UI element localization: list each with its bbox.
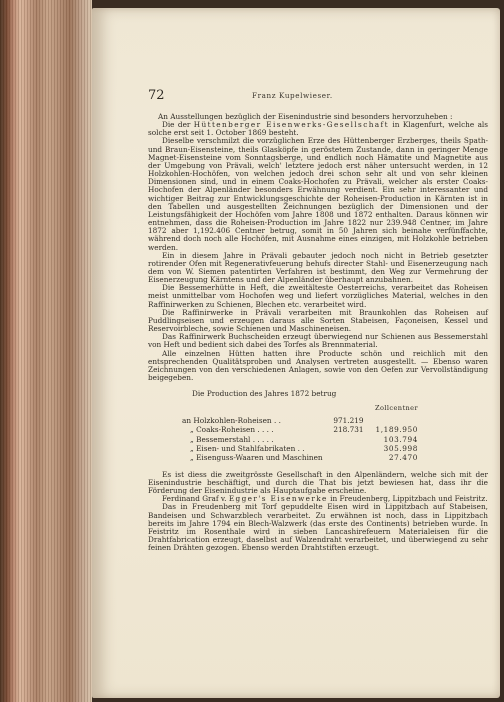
row-total: 27.470 bbox=[388, 453, 418, 463]
paragraph: An Ausstellungen bezüglich der Eisenindustrie sind besonders hervorzuheben : bbox=[158, 112, 453, 121]
paragraph bbox=[148, 121, 488, 137]
book-page bbox=[92, 8, 500, 698]
company-name: Hüttenberger Eisenwerks-Gesellschaft bbox=[193, 120, 389, 130]
paragraph: Dieselbe verschmilzt die vorzüglichen Erze des Hüttenberger Erzberges, theils Spath- und Braun-Eisensteine, theils Glasköpfe in geröstetem Zustande, dann in geringer Menge Magnet-Eisensteine vom Sonntagsberge, und endlich noch Hämatite und Magnetite aus der Umgebung von Prävali, welch' letztere jedoch erst näher untersucht werden, in 12 Holzkohlen-Hochöfen, von welchen jedoch drei schon sehr alt und von sehr kleinen Dimensionen sind, und in einem Coaks-Hochofen zu Prävali, welcher als erster Coaks-Hochofen der Alpenländer besonders Erwähnung verdient. Ein sehr interessanter und wichtiger Beitrag zur Entwicklungsgeschichte der Roheisen-Production in Kärnten ist in den Tabellen und ausgestellten Zeichnungen bezüglich der Dimensionen und der Leistungsfähigkeit der Hochöfen vom Jahre 1808 und 1872 enthalten. Daraus können wir entnehmen, dass die Roheisen-Production im Jahre 1822 nur 239.948 Centner, im Jahre 1872 aber 1,192.406 Centner betrug, somit in 50 Jahren sich beinahe verfünffachte, während doch noch alle Hochöfen, mit Ausnahme eines einzigen, mit Holzkohle betrieben werden. bbox=[148, 136, 488, 252]
text-run: Ferdinand Graf v. bbox=[162, 494, 227, 504]
row-label: „ Eisen- und Stahlfabrikaten . . bbox=[190, 443, 305, 453]
table-intro: Die Production des Jahres 1872 betrug bbox=[192, 389, 337, 399]
row-value bbox=[323, 435, 364, 444]
paragraph: Das Raffinirwerk Buchscheiden erzeugt überwiegend nur Schienen aus Bessemerstahl von Heft und bedient sich dabei des Torfes als Brennmaterial. bbox=[148, 332, 488, 350]
paragraph: Das in Freudenberg mit Torf gepuddelte Eisen wird in Lippitzbach auf Stabeisen, Bandeisen und Schwarzblech verarbeitet. Zu erwähnen ist noch, dass in Lippitzbach bereits im Jahre 1794 ein Blech-Walzwerk (das erste des Continents) betrieben wurde. In Feistritz im Rosenthale wird in sieben Lancashirefeuern Materialeisen für die Drahtfabrication erzeugt, daselbst auf Walzendraht verarbeitet, und überwiegend zu sehr feinen Drähten gezogen. Ebenso werden Drahtstiften erzeugt. bbox=[148, 502, 488, 553]
table-row bbox=[182, 416, 418, 425]
text-run: in Freudenberg, Lippitzbach und Feistritz. bbox=[330, 494, 488, 504]
row-label: an Holzkohlen-Roheisen . . bbox=[182, 415, 281, 425]
running-head-title: Franz Kupelwieser. bbox=[252, 91, 333, 100]
production-table bbox=[182, 404, 418, 462]
table-row bbox=[182, 435, 418, 444]
row-value: 971.219 bbox=[333, 415, 364, 425]
row-value bbox=[323, 453, 364, 462]
paragraph: Die Raffinirwerke in Prävali verarbeiten mit Braunkohlen das Roheisen auf Puddlingseisen und erzeugen daraus alle Sorten Stabeisen, Façoneisen, Kessel und Reservoirbleche, sowie Schienen und Maschineneisen. bbox=[148, 307, 488, 334]
text-run: in Klagenfurt, welche als solche erst seit 1. October 1869 besteht. bbox=[148, 120, 488, 138]
table-row bbox=[182, 444, 418, 453]
row-total: 1,189.950 bbox=[375, 425, 418, 435]
row-value bbox=[323, 444, 364, 453]
row-total bbox=[364, 416, 418, 425]
table-header-row bbox=[182, 404, 418, 415]
row-total: 305.998 bbox=[383, 443, 418, 453]
paragraph: Es ist diess die zweitgrösste Gesellschaft in den Alpenländern, welche sich mit der Eisenindustrie beschäftigt, und durch die That bis jetzt bewiesen hat, dass ihr die Förderung der Eisenindustrie als Hauptaufgabe erscheine. bbox=[148, 469, 488, 496]
paragraph: Die Bessemerhütte in Heft, die zweitälteste Oesterreichs, verarbeitet das Roheisen meist unmittelbar vom Hochofen weg und liefert vorzügliches Material, welches in den Raffinirwerken zu Schienen, Blechen etc. verarbeitet wird. bbox=[148, 283, 488, 309]
row-label: „ Bessemerstahl . . . . . bbox=[190, 434, 274, 444]
body-text bbox=[148, 113, 488, 552]
company-name: Egger's Eisenwerke bbox=[228, 494, 328, 504]
row-total: 103.794 bbox=[383, 434, 418, 444]
paragraph: Alle einzelnen Hütten hatten ihre Producte schön und reichlich mit den entsprechenden Qualitätsproben und Analysen vertreten ausgestellt. — Ebenso waren Zeichnungen von den verschiedenen Anlagen, sowie von den Oefen zur Vervollständigung beigegeben. bbox=[148, 348, 488, 382]
table-row bbox=[182, 425, 418, 434]
table-row bbox=[182, 453, 418, 462]
row-value: 218.731 bbox=[333, 425, 364, 435]
row-label: „ Coaks-Roheisen . . . . bbox=[190, 425, 274, 435]
running-head bbox=[148, 88, 486, 104]
unit-label: Zollcentner bbox=[375, 404, 418, 413]
row-label: „ Eisenguss-Waaren und Maschinen bbox=[190, 453, 323, 463]
page-number: 72 bbox=[148, 88, 165, 103]
book-page-edges bbox=[0, 0, 92, 702]
text-run: Die der bbox=[162, 120, 191, 130]
paragraph: Ein in diesem Jahre in Prävali gebauter jedoch noch nicht in Betrieb gesetzter rotirender Ofen mit Regenerativfeuerung behufs directer Stahl- und Eisenerzeugung nach dem von W. Siemen patentirten Verfahren ist bestimmt, den Weg zur Vermehrung der Eisenerzeugung Kärntens und der Alpenländer überhaupt anzubahnen. bbox=[148, 250, 488, 285]
